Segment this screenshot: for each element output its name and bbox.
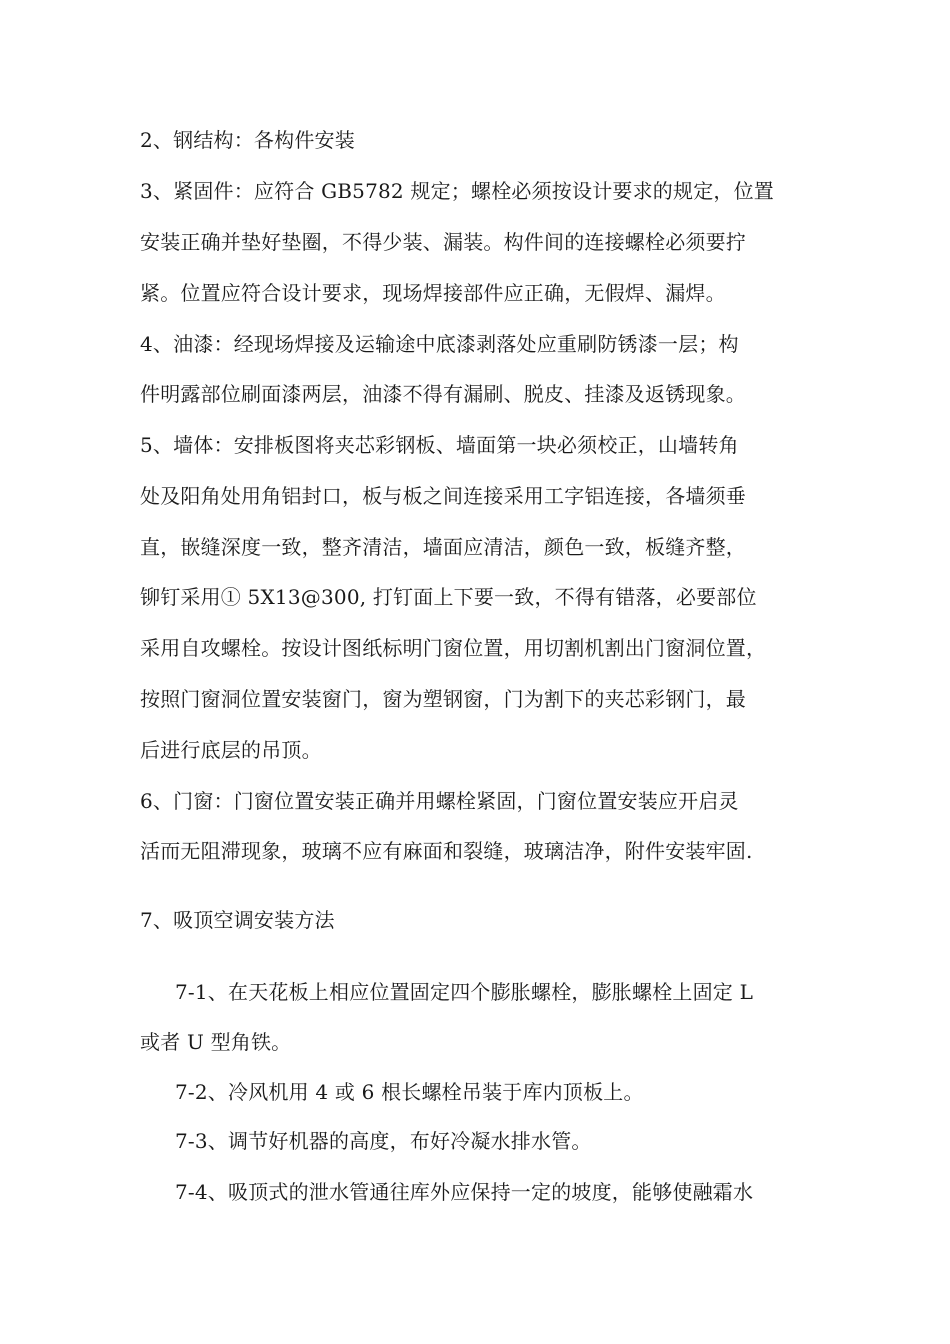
text-line: 按照门窗洞位置安装窗门，窗为塑钢窗，门为割下的夹芯彩钢门，最	[140, 687, 746, 711]
text-line: 处及阳角处用角铝封口，板与板之间连接采用工字铝连接，各墙须垂	[140, 484, 746, 508]
text-line: 件明露部位刷面漆两层，油漆不得有漏刷、脱皮、挂漆及返锈现象。	[140, 382, 746, 406]
text-line: 活而无阻滞现象，玻璃不应有麻面和裂缝，玻璃洁净，附件安装牢固.	[140, 839, 753, 863]
text-line: 采用自攻螺栓。按设计图纸标明门窗位置，用切割机割出门窗洞位置，	[140, 636, 767, 660]
text-line: 3、紧固件：应符合 GB5782 规定；螺栓必须按设计要求的规定，位置	[140, 179, 775, 203]
text-line: 7-1、在天花板上相应位置固定四个膨胀螺栓，膨胀螺栓上固定 L	[175, 980, 754, 1004]
text-line: 后进行底层的吊顶。	[140, 738, 322, 762]
text-line: 或者 U 型角铁。	[140, 1030, 292, 1054]
text-line: 直，嵌缝深度一致，整齐清洁，墙面应清洁，颜色一致，板缝齐整，	[140, 535, 746, 559]
section-heading: 7、吸顶空调安装方法	[140, 908, 335, 932]
text-line: 4、油漆：经现场焊接及运输途中底漆剥落处应重刷防锈漆一层；构	[140, 332, 739, 356]
text-line: 紧。位置应符合设计要求，现场焊接部件应正确，无假焊、漏焊。	[140, 281, 726, 305]
text-line: 7-3、调节好机器的高度，布好冷凝水排水管。	[175, 1129, 592, 1153]
text-line: 7-2、冷风机用 4 或 6 根长螺栓吊装于库内顶板上。	[175, 1080, 644, 1104]
text-line: 铆钉采用① 5X13@300, 打钉面上下要一致，不得有错落，必要部位	[140, 585, 757, 609]
text-line: 5、墙体：安排板图将夹芯彩钢板、墙面第一块必须校正，山墙转角	[140, 433, 739, 457]
text-line: 安装正确并垫好垫圈，不得少装、漏装。构件间的连接螺栓必须要拧	[140, 230, 746, 254]
text-line: 2、钢结构：各构件安装	[140, 128, 355, 152]
text-line: 7-4、吸顶式的泄水管通往库外应保持一定的坡度，能够使融霜水	[175, 1180, 754, 1204]
text-line: 6、门窗：门窗位置安装正确并用螺栓紧固，门窗位置安装应开启灵	[140, 789, 739, 813]
